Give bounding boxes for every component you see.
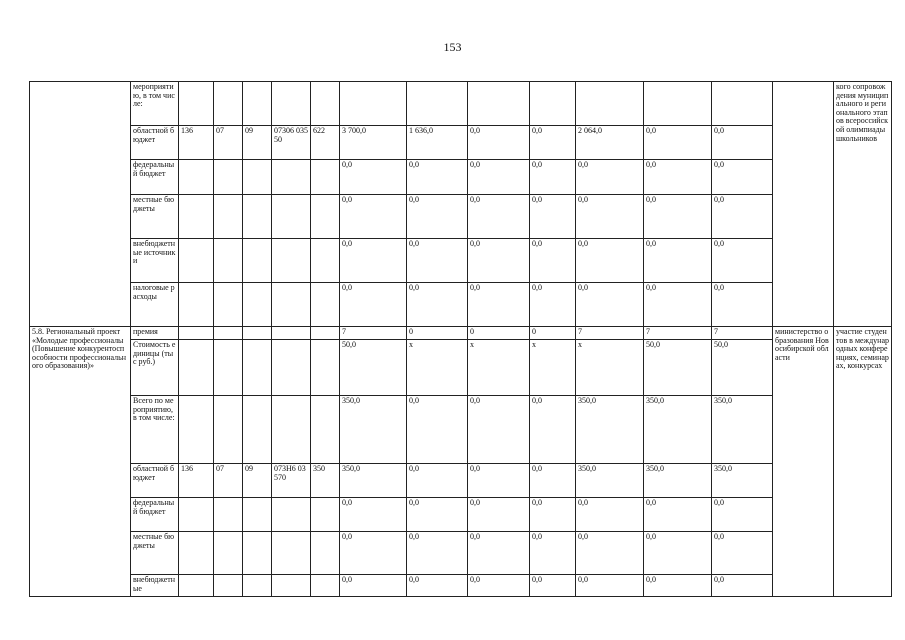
cell-ministry-code [179, 82, 214, 126]
cell-y1: 0,0 [407, 283, 468, 327]
cell-y6: 0,0 [712, 160, 773, 195]
cell-subsection: 09 [243, 126, 272, 160]
cell-y2: 0,0 [468, 532, 530, 575]
cell-y1: 0 [407, 327, 468, 340]
cell-expense-type [311, 575, 340, 597]
budget-table [29, 81, 892, 597]
section-title-cell: 5.8. Региональный проект «Молодые профессионалы (Повышение конкурентоспособности профессионального образования)» [30, 327, 131, 597]
cell-y5: 50,0 [644, 340, 712, 396]
cell-y6: 0,0 [712, 195, 773, 239]
cell-y6 [712, 82, 773, 126]
cell-total: 350,0 [340, 464, 407, 498]
cell-ministry-code [179, 239, 214, 283]
result-cell: участие студентов в международных конференциях, семинарах, конкурсах [834, 327, 892, 597]
table-row [30, 575, 892, 597]
cell-target-article [272, 82, 311, 126]
cell-y5: 350,0 [644, 464, 712, 498]
cell-ministry-code [179, 160, 214, 195]
cell-subsection [243, 283, 272, 327]
cell-y5: 7 [644, 327, 712, 340]
cell-y3: 0 [530, 327, 576, 340]
cell-ministry-code: 136 [179, 464, 214, 498]
table-row [30, 532, 892, 575]
cell-y6: 0,0 [712, 532, 773, 575]
cell-y5: 350,0 [644, 396, 712, 464]
cell-y6: 0,0 [712, 283, 773, 327]
cell-target-article [272, 283, 311, 327]
cell-y2: 0,0 [468, 239, 530, 283]
cell-subsection: 09 [243, 464, 272, 498]
cell-y5: 0,0 [644, 283, 712, 327]
row-label: Стоимость единицы (тыс руб.) [131, 340, 179, 396]
row-label: областной бюджет [131, 464, 179, 498]
row-label: областной бюджет [131, 126, 179, 160]
cell-y4: 350,0 [576, 396, 644, 464]
cell-y1: 0,0 [407, 464, 468, 498]
cell-section [214, 575, 243, 597]
cell-target-article [272, 575, 311, 597]
cell-y6: 350,0 [712, 464, 773, 498]
cell-y2: 0,0 [468, 126, 530, 160]
cell-y5: 0,0 [644, 195, 712, 239]
cell-y1: 0,0 [407, 195, 468, 239]
cell-y2: 0,0 [468, 160, 530, 195]
cell-total: 0,0 [340, 160, 407, 195]
cell-target-article [272, 532, 311, 575]
cell-ministry-code [179, 195, 214, 239]
cell-y1 [407, 82, 468, 126]
cell-total: 0,0 [340, 575, 407, 597]
cell-ministry-code [179, 498, 214, 532]
cell-target-article [272, 340, 311, 396]
cell-expense-type [311, 532, 340, 575]
table-row [30, 396, 892, 464]
cell-target-article: 07306 03550 [272, 126, 311, 160]
cell-y3: 0,0 [530, 396, 576, 464]
cell-y4: 0,0 [576, 498, 644, 532]
cell-y4 [576, 82, 644, 126]
cell-y2: 0,0 [468, 195, 530, 239]
cell-y2: 0 [468, 327, 530, 340]
cell-ministry-code [179, 327, 214, 340]
cell-expense-type [311, 195, 340, 239]
row-label: мероприятию, в том числе: [131, 82, 179, 126]
cell-y3: 0,0 [530, 195, 576, 239]
cell-y3: 0,0 [530, 498, 576, 532]
cell-y4: 2 064,0 [576, 126, 644, 160]
cell-subsection [243, 327, 272, 340]
row-label: внебюджетные [131, 575, 179, 597]
cell-subsection [243, 195, 272, 239]
cell-subsection [243, 396, 272, 464]
cell-y6: 0,0 [712, 239, 773, 283]
result-cell-top: кого сопровождения муниципального и регионального этапов всероссийской олимпиады школьников [834, 82, 892, 327]
cell-y4: 7 [576, 327, 644, 340]
cell-total: 0,0 [340, 498, 407, 532]
cell-expense-type [311, 160, 340, 195]
table-row [30, 283, 892, 327]
cell-y6: 0,0 [712, 575, 773, 597]
cell-y5: 0,0 [644, 532, 712, 575]
cell-total: 0,0 [340, 195, 407, 239]
cell-section [214, 532, 243, 575]
cell-expense-type: 350 [311, 464, 340, 498]
cell-y4: 0,0 [576, 195, 644, 239]
cell-y3: 0,0 [530, 283, 576, 327]
cell-y5: 0,0 [644, 126, 712, 160]
cell-y4: 0,0 [576, 160, 644, 195]
cell-y1: x [407, 340, 468, 396]
row-label: внебюджетные источники [131, 239, 179, 283]
cell-section [214, 340, 243, 396]
cell-expense-type [311, 283, 340, 327]
cell-target-article [272, 160, 311, 195]
row-label: федеральный бюджет [131, 160, 179, 195]
cell-total: 0,0 [340, 532, 407, 575]
cell-expense-type: 622 [311, 126, 340, 160]
cell-y2: 0,0 [468, 283, 530, 327]
cell-subsection [243, 239, 272, 283]
row-label: местные бюджеты [131, 195, 179, 239]
cell-subsection [243, 532, 272, 575]
cell-target-article: 073Н6 03570 [272, 464, 311, 498]
cell-target-article [272, 396, 311, 464]
row-label: премия [131, 327, 179, 340]
cell-y3: 0,0 [530, 239, 576, 283]
cell-y5: 0,0 [644, 498, 712, 532]
cell-section [214, 498, 243, 532]
table-row [30, 498, 892, 532]
cell-y3: 0,0 [530, 532, 576, 575]
cell-subsection [243, 160, 272, 195]
cell-expense-type [311, 498, 340, 532]
cell-ministry-code: 136 [179, 126, 214, 160]
cell-y4: 0,0 [576, 239, 644, 283]
cell-y3: 0,0 [530, 126, 576, 160]
cell-subsection [243, 575, 272, 597]
cell-total: 0,0 [340, 239, 407, 283]
table-row [30, 464, 892, 498]
cell-total: 7 [340, 327, 407, 340]
cell-y5 [644, 82, 712, 126]
cell-ministry-code [179, 575, 214, 597]
table-row [30, 195, 892, 239]
cell-expense-type [311, 327, 340, 340]
cell-section [214, 396, 243, 464]
cell-y3: 0,0 [530, 575, 576, 597]
cell-y2: 0,0 [468, 396, 530, 464]
cell-subsection [243, 340, 272, 396]
cell-subsection [243, 498, 272, 532]
cell-section [214, 82, 243, 126]
cell-total: 50,0 [340, 340, 407, 396]
cell-section [214, 160, 243, 195]
cell-y5: 0,0 [644, 575, 712, 597]
cell-y4: 0,0 [576, 575, 644, 597]
section-cell-empty [30, 82, 131, 327]
table-row [30, 239, 892, 283]
cell-y6: 0,0 [712, 498, 773, 532]
cell-ministry-code [179, 532, 214, 575]
cell-total: 350,0 [340, 396, 407, 464]
table-row [30, 340, 892, 396]
cell-section: 07 [214, 464, 243, 498]
cell-y2: 0,0 [468, 575, 530, 597]
cell-y2: 0,0 [468, 464, 530, 498]
page-number: 153 [443, 40, 462, 54]
cell-section [214, 195, 243, 239]
cell-target-article [272, 239, 311, 283]
cell-y6: 0,0 [712, 126, 773, 160]
cell-y4: x [576, 340, 644, 396]
cell-subsection [243, 82, 272, 126]
row-label: федеральный бюджет [131, 498, 179, 532]
cell-y2 [468, 82, 530, 126]
cell-total [340, 82, 407, 126]
cell-y3: x [530, 340, 576, 396]
cell-target-article [272, 498, 311, 532]
cell-expense-type [311, 340, 340, 396]
table-row [30, 160, 892, 195]
cell-total: 0,0 [340, 283, 407, 327]
cell-y1: 0,0 [407, 575, 468, 597]
cell-y3: 0,0 [530, 160, 576, 195]
cell-ministry-code [179, 340, 214, 396]
executor-cell: министерство образования Новосибирской области [773, 327, 834, 597]
executor-cell-empty [773, 82, 834, 327]
cell-y3 [530, 82, 576, 126]
cell-y1: 0,0 [407, 396, 468, 464]
cell-y4: 0,0 [576, 532, 644, 575]
cell-y6: 50,0 [712, 340, 773, 396]
cell-ministry-code [179, 283, 214, 327]
cell-y5: 0,0 [644, 160, 712, 195]
cell-y2: 0,0 [468, 498, 530, 532]
row-label: местные бюджеты [131, 532, 179, 575]
cell-y1: 0,0 [407, 498, 468, 532]
table-row [30, 327, 892, 340]
cell-y1: 0,0 [407, 160, 468, 195]
cell-section [214, 239, 243, 283]
table-row [30, 82, 892, 126]
cell-expense-type [311, 239, 340, 283]
cell-y4: 350,0 [576, 464, 644, 498]
cell-y1: 0,0 [407, 239, 468, 283]
row-label: Всего по мероприятию, в том числе: [131, 396, 179, 464]
cell-expense-type [311, 396, 340, 464]
cell-ministry-code [179, 396, 214, 464]
row-label: налоговые расходы [131, 283, 179, 327]
cell-y6: 7 [712, 327, 773, 340]
cell-y6: 350,0 [712, 396, 773, 464]
cell-y1: 1 636,0 [407, 126, 468, 160]
cell-section [214, 283, 243, 327]
cell-expense-type [311, 82, 340, 126]
cell-y1: 0,0 [407, 532, 468, 575]
table-row [30, 126, 892, 160]
cell-y2: x [468, 340, 530, 396]
cell-y5: 0,0 [644, 239, 712, 283]
cell-target-article [272, 195, 311, 239]
cell-y3: 0,0 [530, 464, 576, 498]
cell-y4: 0,0 [576, 283, 644, 327]
cell-section: 07 [214, 126, 243, 160]
cell-target-article [272, 327, 311, 340]
cell-section [214, 327, 243, 340]
cell-total: 3 700,0 [340, 126, 407, 160]
